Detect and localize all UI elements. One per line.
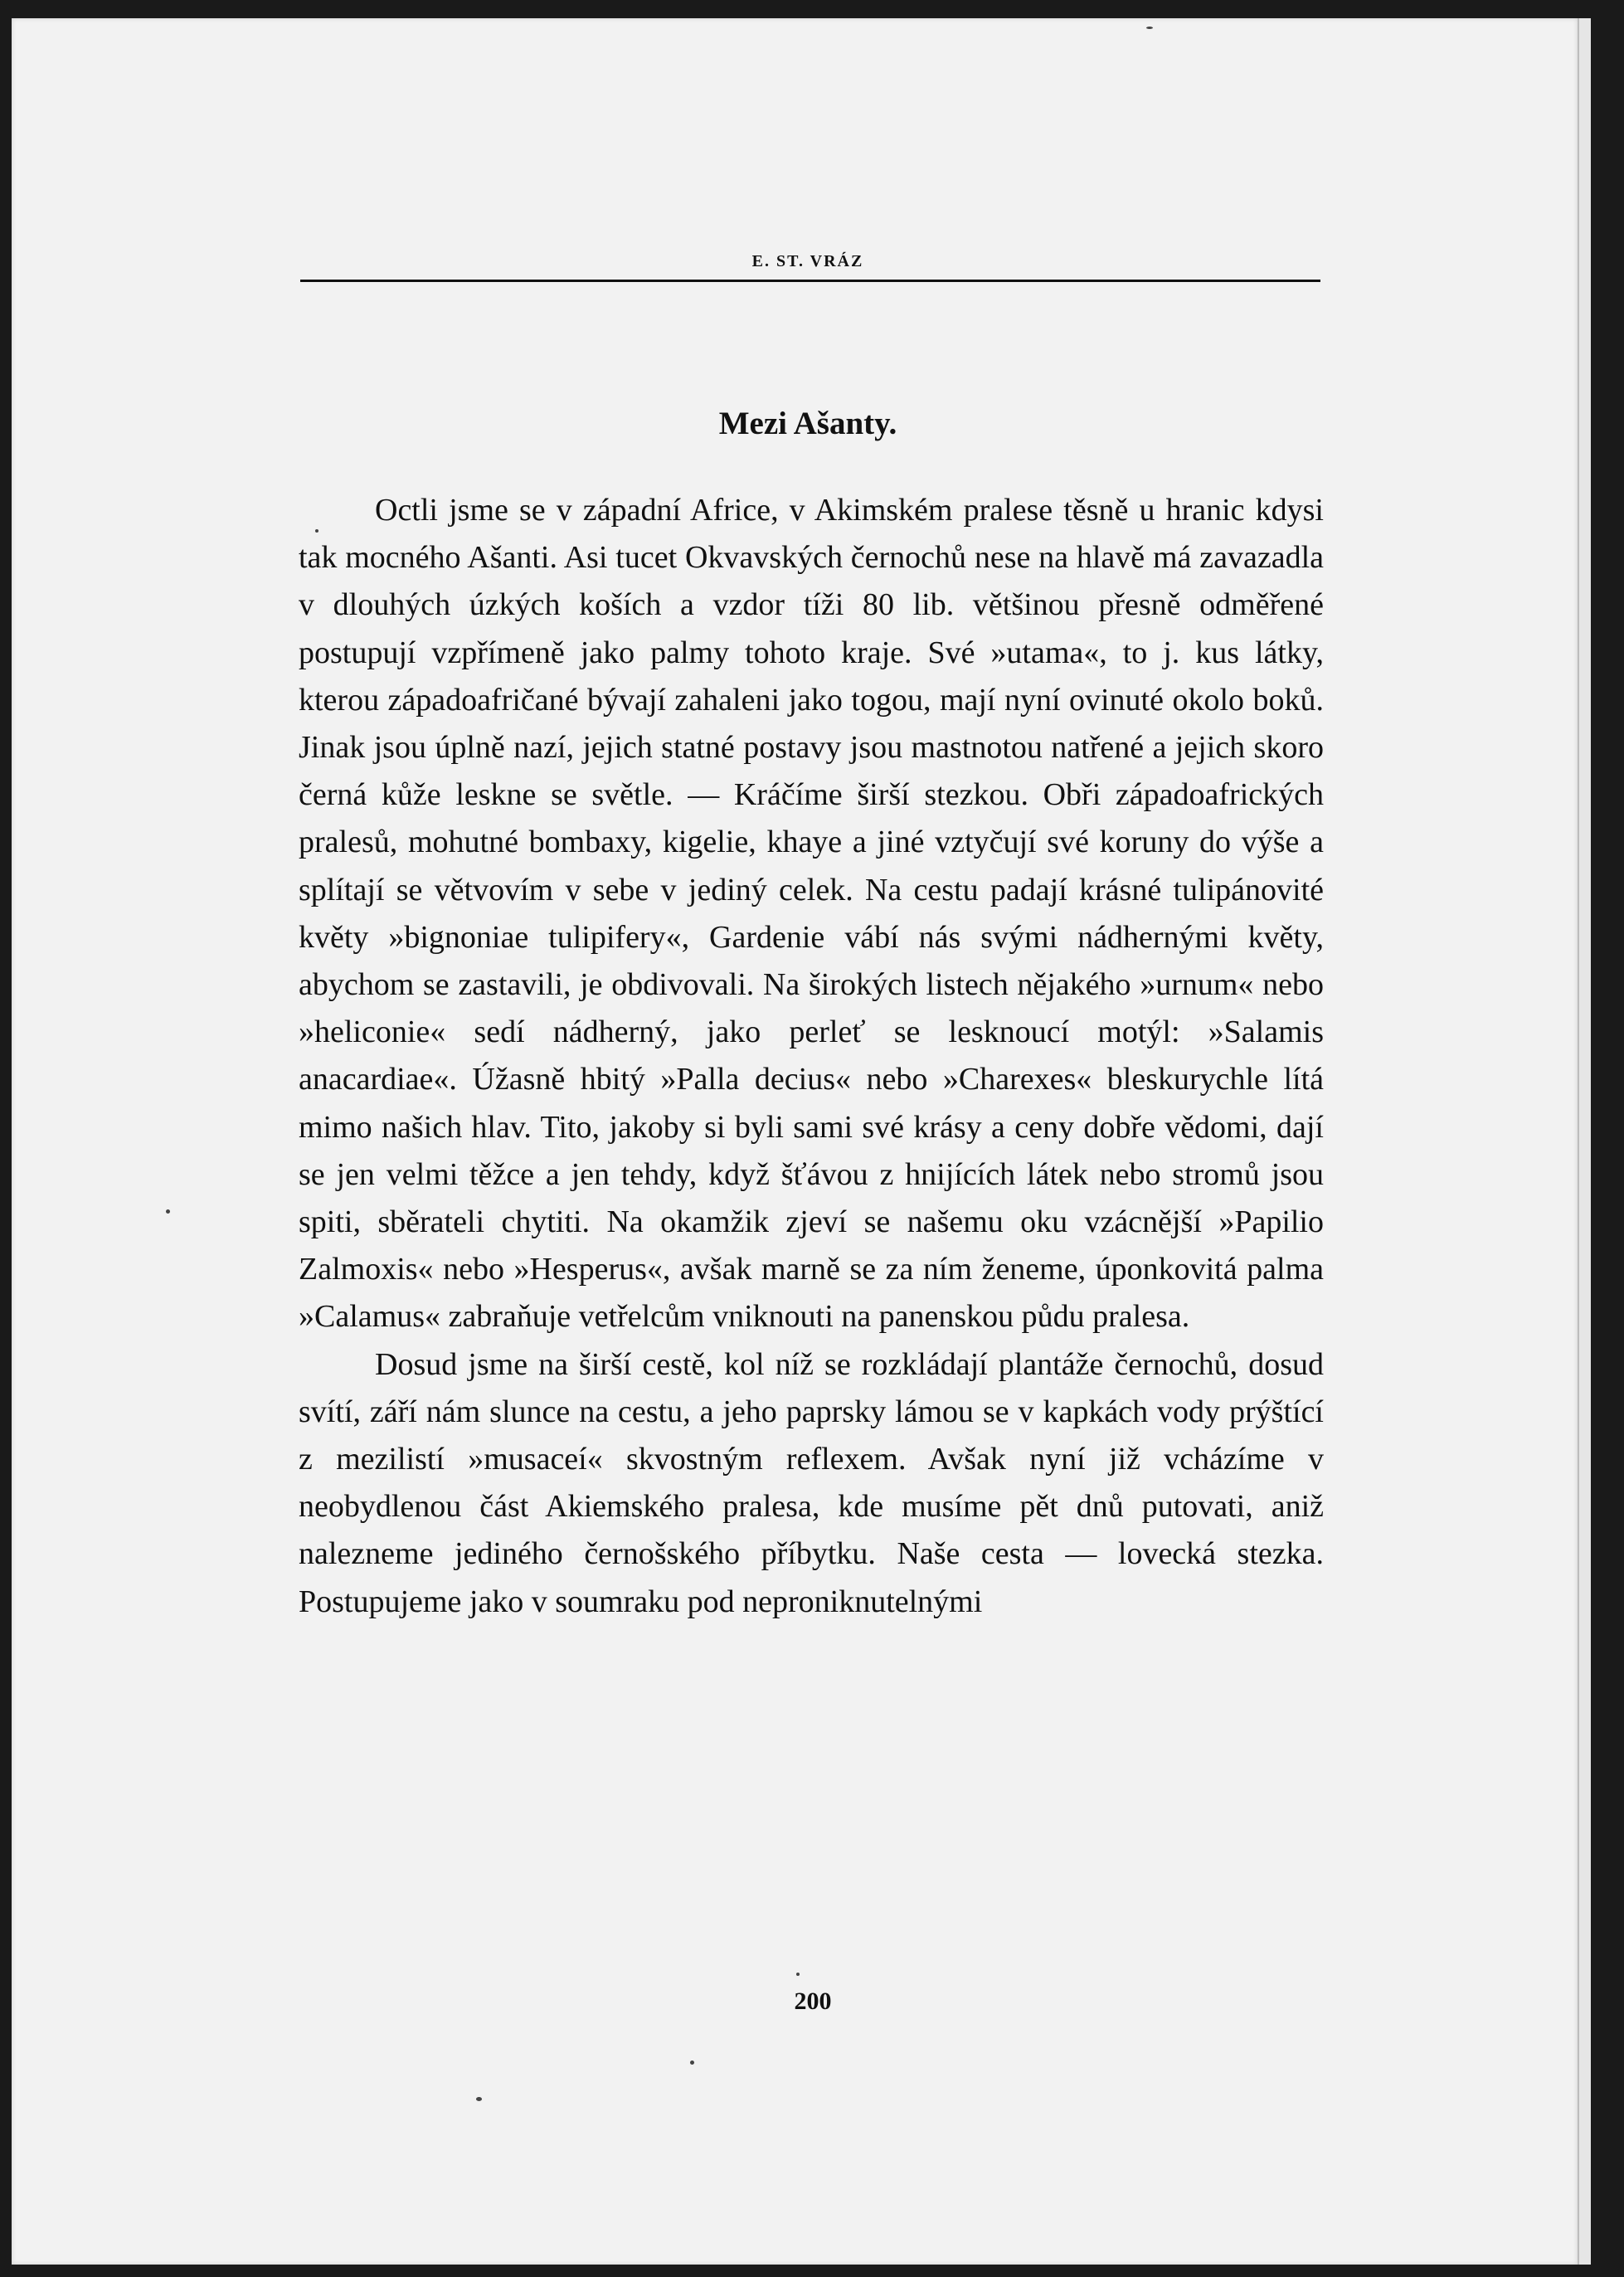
page-number: 200 [794,1988,832,2015]
running-head: E. ST. VRÁZ [751,252,864,270]
page-edge [1578,18,1591,2265]
scan-speck [476,2097,482,2101]
scan-speck [690,2060,694,2065]
paragraph-1: Octli jsme se v západní Africe, v Akimském pralese těsně u hranic kdysi tak mocného Ašanti. Asi tucet Okvavských černochů nese na hlavě má zavazadla v dlouhých úzkých koších a vzdor tíži 80 lib. většinou přesně odměřené postupují vzpřímeně jako palmy tohoto kraje. Své »utama«, to j. kus látky, kterou západoafričané bývají zahaleni jako togou, mají nyní ovinuté okolo boků. Jinak jsou úplně nazí, jejich statné postavy jsou mastnotou natřené a jejich skoro černá kůže leskne se světle. — Kráčíme širší stezkou. Obři západoafrických pralesů, mohutné bombaxy, kigelie, khaye a jiné vztyčují své koruny do výše a splítají se větvovím v sebe v jediný celek. Na cestu padají krásné tulipánovité květy »bignoniae tulipifery«, Gardenie vábí nás svými nádhernými květy, abychom se zastavili, je obdivovali. Na širokých listech nějakého »urnum« nebo »heliconie« sedí nádherný, jako perleť se lesknoucí motýl: »Salamis anacardiae«. Úžasně hbitý »Palla decius« nebo »Charexes« bleskurychle lítá mimo našich hlav. Tito, jakoby si byli sami své krásy a ceny dobře vědomi, dají se jen velmi těžce a jen tehdy, když šťávou z hnijících látek nebo stromů jsou spiti, sběrateli chytiti. Na okamžik zjeví se našemu oku vzácnější »Papilio Zalmoxis« nebo »Hesperus«, avšak marně se za ním ženeme, úponkovitá palma »Calamus« zabraňuje vetřelcům vniknouti na panenskou půdu pralesa. [299,493,1324,1335]
article-title: Mezi Ašanty. [718,406,897,441]
header-rule [300,280,1320,282]
scan-speck [796,1973,800,1976]
scan-speck [1146,27,1153,29]
paragraph-2: Dosud jsme na širší cestě, kol níž se rozkládají plantáže černochů, dosud svítí, září nám slunce na cestu, a jeho paprsky lámou se v kapkách vody prýštící z mezilistí »musaceí« skvostným reflexem. Avšak nyní již vcházíme v neobydlenou část Akiemského pralesa, kde musíme pět dnů putovati, aniž nalezneme jediného černošského příbytku. Naše cesta — lovecká stezka. Postupujeme jako v soumraku pod neproniknutelnými [299,1346,1324,1619]
scan-speck [166,1209,170,1214]
scan-speck [315,529,318,533]
article-body [299,487,1324,1626]
